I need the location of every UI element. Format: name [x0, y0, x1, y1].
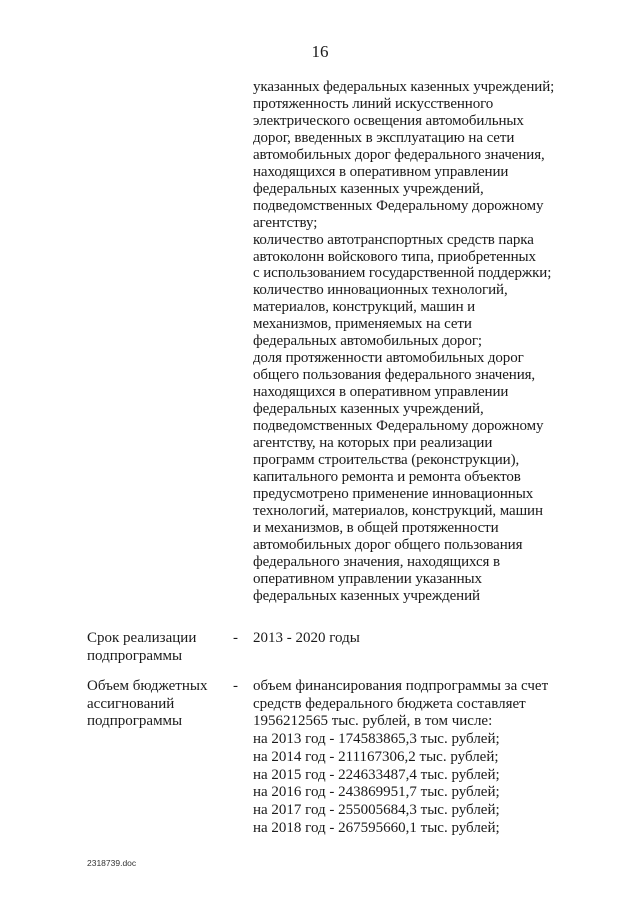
description-line: электрического освещения автомобильных — [253, 112, 524, 129]
description-line: капитального ремонта и ремонта объектов — [253, 468, 521, 485]
budget-allocations-value — [253, 678, 598, 837]
description-line: указанных федеральных казенных учреждений; — [253, 79, 555, 95]
description-line: агентству, на которых при реализации — [253, 435, 493, 452]
label-line: ассигнований — [87, 695, 175, 712]
label-line: Срок реализации — [87, 630, 197, 646]
description-line: федеральных казенных учреждений, — [253, 180, 484, 197]
description-line: общего пользования федерального значения, — [253, 367, 536, 384]
implementation-period-label — [87, 630, 227, 665]
value-line: на 2015 год - 224633487,4 тыс. рублей; — [253, 766, 500, 783]
description-line: находящихся в оперативном управлении — [253, 384, 509, 401]
description-line: технологий, материалов, конструкций, машин — [253, 502, 543, 519]
description-line: количество автотранспортных средств парка — [253, 231, 534, 248]
footer-doc-filename: 2318739.doc — [87, 858, 137, 868]
description-line: автомобильных дорог федерального значения, — [253, 146, 545, 163]
description-line: автоколонн войскового типа, приобретенных — [253, 248, 536, 265]
value-line: 1956212565 тыс. рублей, в том числе: — [253, 713, 493, 730]
description-line: находящихся в оперативном управлении — [253, 163, 509, 180]
description-line: автомобильных дорог общего пользования — [253, 536, 523, 553]
description-line: протяженность линий искусственного — [253, 95, 494, 112]
label-line: подпрограммы — [87, 713, 183, 730]
description-line: программ строительства (реконструкции), — [253, 451, 520, 468]
label-line: Объем бюджетных — [87, 678, 208, 694]
row-dash: - — [233, 678, 238, 694]
value-line: на 2013 год - 174583865,3 тыс. рублей; — [253, 731, 500, 748]
description-line: подведомственных Федеральному дорожному — [253, 418, 544, 435]
description-line: федеральных казенных учреждений — [253, 587, 480, 604]
description-line: оперативном управлении указанных — [253, 570, 482, 587]
value-line: средств федерального бюджета составляет — [253, 695, 526, 712]
value-line: на 2016 год - 243869951,7 тыс. рублей; — [253, 784, 500, 801]
description-line: предусмотрено применение инновационных — [253, 485, 534, 502]
page-number: 16 — [311, 42, 329, 61]
description-line: количество инновационных технологий, — [253, 282, 508, 299]
description-line: и механизмов, в общей протяженности — [253, 519, 499, 536]
description-line: агентству; — [253, 214, 318, 231]
value-line: объем финансирования подпрограммы за счет — [253, 678, 549, 694]
description-line: федеральных казенных учреждений, — [253, 401, 484, 418]
indicators-description — [253, 79, 593, 605]
description-line: механизмов, применяемых на сети — [253, 316, 472, 333]
value-line: на 2018 год - 267595660,1 тыс. рублей; — [253, 819, 500, 836]
description-line: материалов, конструкций, машин и — [253, 299, 476, 316]
label-line: подпрограммы — [87, 647, 183, 664]
description-line: дорог, введенных в эксплуатацию на сети — [253, 129, 515, 146]
description-line: федеральных автомобильных дорог; — [253, 333, 482, 350]
description-line: федерального значения, находящихся в — [253, 553, 500, 570]
description-line: подведомственных Федеральному дорожному — [253, 197, 544, 214]
row-dash: - — [233, 630, 238, 646]
budget-allocations-label — [87, 678, 227, 731]
value-line: на 2014 год - 211167306,2 тыс. рублей; — [253, 748, 499, 765]
value-line: на 2017 год - 255005684,3 тыс. рублей; — [253, 801, 500, 818]
description-line: доля протяженности автомобильных дорог — [253, 350, 524, 367]
implementation-period-value — [253, 630, 598, 648]
value-line: 2013 - 2020 годы — [253, 630, 360, 646]
description-line: с использованием государственной поддержки; — [253, 265, 552, 282]
